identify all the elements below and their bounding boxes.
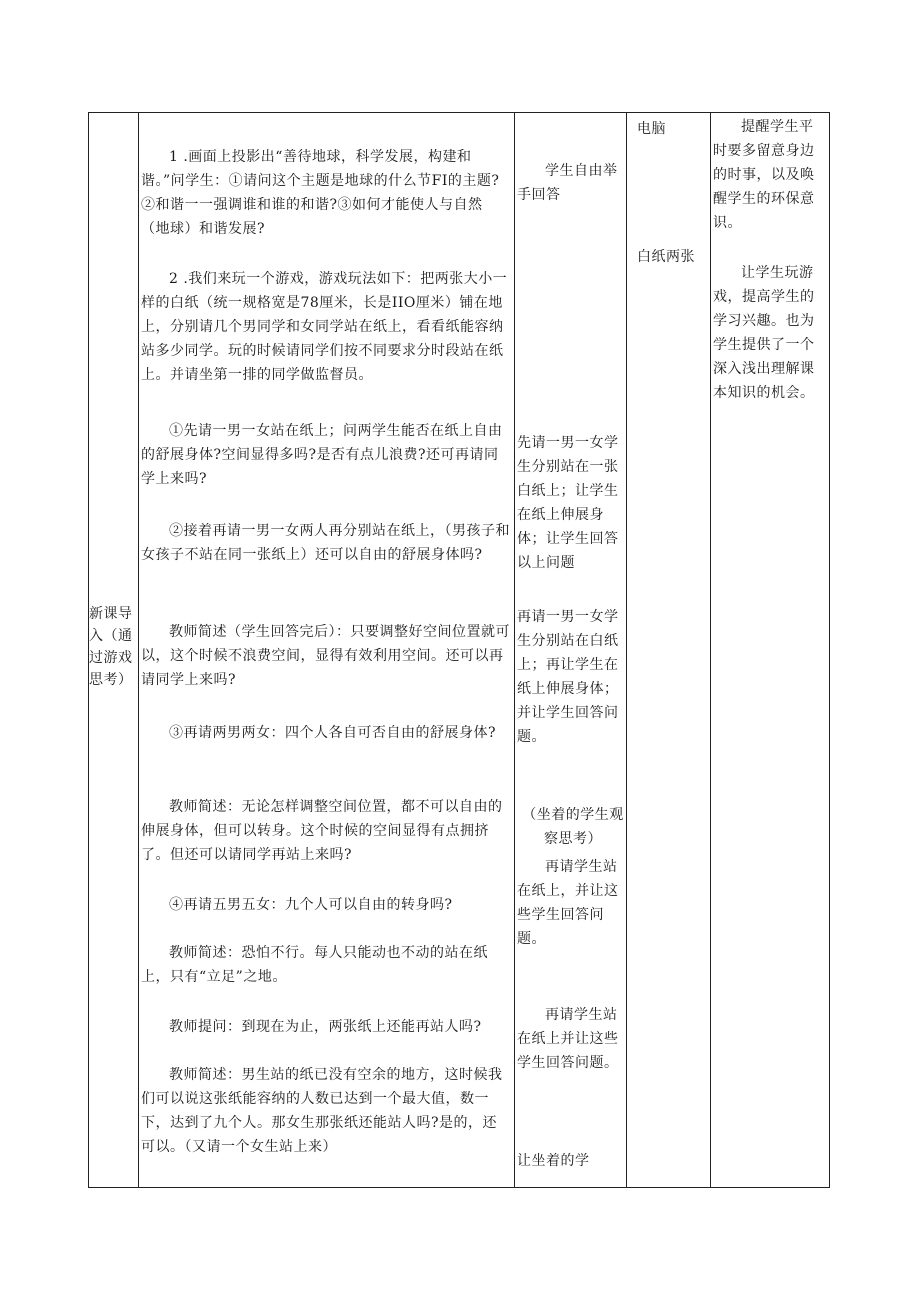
intent-paragraph: 让学生玩游戏，提高学生的学习兴趣。也为学生提供了一个深入浅出理解课本知识的机会。 [713,265,815,401]
activity-paragraph: 2 .我们来玩一个游戏，游戏玩法如下：把两张大小一样的白纸（统一规格宽是78厘米，长是IIO厘米）铺在地上，分别请几个男同学和女同学站在纸上，看看纸能容纳站多少同学。玩的时候请同学们按不同要求分时段站在纸上。并请坐第一排的同学做监督员。 [141,271,508,383]
student-paragraph: 先请一男一女学生分别站在一张白纸上；让学生在纸上伸展身体；让学生回答以上问题 [517,435,619,571]
activity-paragraph: ①先请一男一女站在纸上；问两学生能否在纸上自由的舒展身体?空间显得多吗?是否有点儿浪费?还可再请同学上来吗? [141,423,503,487]
student-paragraph: 再请学生站在纸上并让这些学生回答问题。 [517,1007,619,1071]
intent-paragraph: 提醒学生平时要多留意身边的时事，以及唤醒学生的环保意识。 [713,119,815,231]
intent-column [711,113,829,1187]
materials-column [627,113,710,1187]
stage-column [89,113,138,1187]
teacher-activity-column [139,113,514,1187]
activity-paragraph: 教师简述：男生站的纸已没有空余的地方，这时候我们可以说这张纸能容纳的人数已达到一个最大值，数一下，达到了九个人。那女生那张纸还能站人吗?是的，还可以。（又请一个女生站上来） [141,1067,503,1155]
material-item: 白纸两张 [637,249,695,265]
stage-label: 新课导入（通过游戏思考） [89,606,133,688]
activity-paragraph: 教师提问：到现在为止，两张纸上还能再站人吗? [169,1019,482,1035]
lesson-plan-table [88,112,830,1188]
activity-paragraph: 教师简述：无论怎样调整空间位置，都不可以自由的伸展身体，但可以转身。这个时候的空间显得有点拥挤了。但还可以请同学再站上来吗? [141,799,503,863]
activity-paragraph: ②接着再请一男一女两人再分别站在纸上，（男孩子和女孩子不站在同一张纸上）还可以自由的舒展身体吗? [141,523,510,563]
activity-paragraph: ③再请两男两女：四个人各自可否自由的舒展身体? [169,725,497,741]
material-item: 电脑 [637,121,666,137]
student-paragraph: 学生自由举手回答 [517,163,618,203]
student-paragraph: 让坐着的学 [517,1153,590,1169]
student-activity-column [515,113,626,1187]
student-paragraph: 再请一男一女学生分别站在白纸上；再让学生在纸上伸展身体；并让学生回答问题。 [517,609,619,745]
student-paragraph: 再请学生站在纸上，并让这些学生回答问题。 [517,859,619,947]
activity-paragraph: 1 .画面上投影出“善待地球，科学发展，构建和谐。”问学生：①请问这个主题是地球的什么节FI的主题?②和谐一一强调谁和谁的和谐?③如何才能使人与自然（地球）和谐发展? [141,149,500,237]
activity-paragraph: ④再请五男五女：九个人可以自由的转身吗? [169,897,453,913]
activity-paragraph: 教师简述（学生回答完后）：只要调整好空间位置就可以，这个时候不浪费空间，显得有效利用空间。还可以再请同学上来吗? [141,624,510,688]
activity-paragraph: 教师简述：恐怕不行。每人只能动也不动的站在纸上，只有“立足”之地。 [141,945,488,985]
student-paragraph: （坐着的学生观察思考） [522,807,624,847]
